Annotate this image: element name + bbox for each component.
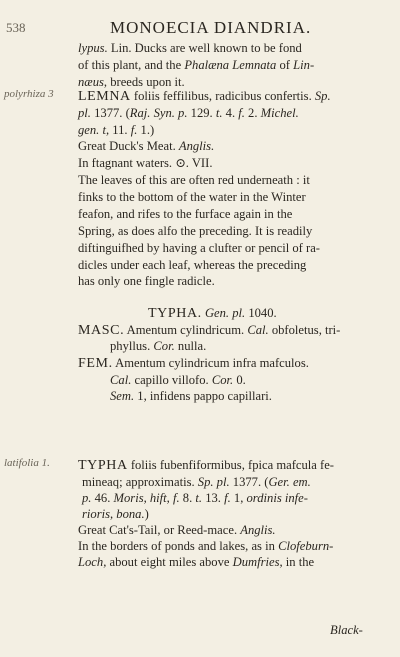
text-run: Amentum cylindricum infra mafculos.: [112, 356, 309, 370]
text-run: t.: [195, 491, 203, 505]
text-line: [78, 273, 215, 290]
text-run: pl.: [78, 106, 91, 120]
text-run: Michel.: [260, 106, 299, 120]
text-run: 4.: [222, 106, 239, 120]
text-line: [78, 155, 212, 172]
text-run: lypus.: [78, 41, 108, 55]
text-run: Great Duck's Meat.: [78, 139, 179, 153]
text-run: of: [276, 58, 294, 72]
text-run: finks to the bottom of the water in the Winter: [78, 190, 306, 204]
text-run: Moris, hift,: [113, 491, 170, 505]
text-line: [82, 490, 308, 507]
text-run: nulla.: [174, 339, 207, 353]
text-run: feafon, and rifes to the furface again in the: [78, 207, 293, 221]
text-run: 13.: [202, 491, 225, 505]
text-line: [148, 305, 277, 322]
text-run: f.: [224, 491, 231, 505]
text-run: Anglis.: [240, 523, 276, 537]
text-run: In ftagnant waters. ⊙. VII.: [78, 156, 213, 170]
text-run: 1,: [230, 491, 247, 505]
text-run: Lin. Ducks are well known to be fond: [107, 41, 302, 55]
text-line: [78, 522, 276, 539]
text-run: MASC.: [78, 323, 125, 338]
text-run: ): [144, 507, 149, 521]
text-run: TYPHA: [78, 458, 128, 473]
text-line: [78, 138, 214, 155]
text-line: [78, 223, 312, 240]
page-number: 538: [6, 20, 26, 35]
text-run: Clofeburn-: [278, 539, 334, 553]
text-run: foliis feffilibus, radicibus confertis.: [130, 89, 315, 103]
text-line: [78, 40, 302, 57]
running-head: MONOECIA DIANDRIA.: [110, 18, 312, 37]
text-run: 1, infidens pappo capillari.: [134, 389, 272, 403]
text-run: FEM.: [78, 356, 113, 371]
text-run: Sem.: [110, 389, 135, 403]
text-run: 1040.: [245, 306, 277, 320]
text-run: Anglis.: [178, 139, 215, 153]
text-run: Loch,: [78, 555, 107, 569]
side-note-polyrhiza: polyrhiza 3: [4, 88, 54, 100]
text-line: [78, 105, 299, 122]
text-run: obfoletus, tri-: [268, 323, 341, 337]
text-run: LEMNA: [78, 89, 131, 104]
text-run: 2.: [244, 106, 261, 120]
text-run: f.: [238, 106, 245, 120]
text-line: [82, 506, 149, 523]
text-run: about eight miles above: [106, 555, 233, 569]
text-line: [110, 372, 246, 389]
text-line: [78, 172, 310, 189]
text-run: 1377. (: [229, 475, 269, 489]
text-run: Phalæna Lemnata: [184, 58, 277, 72]
text-run: rioris, bona.: [82, 507, 145, 521]
text-run: Cal.: [247, 323, 269, 337]
text-run: 1.): [137, 123, 155, 137]
catchword: Black-: [330, 623, 363, 637]
text-line: [78, 240, 320, 257]
text-run: 0.: [233, 373, 246, 387]
text-run: t.: [215, 106, 223, 120]
text-run: 46.: [91, 491, 114, 505]
text-run: Lin-: [293, 58, 315, 72]
text-run: Raj. Syn. p.: [129, 106, 188, 120]
text-run: 129.: [187, 106, 216, 120]
text-run: f.: [172, 491, 180, 505]
text-run: has only one fingle radicle.: [78, 274, 215, 288]
text-run: gen. t,: [78, 123, 110, 137]
text-run: Ger. em.: [268, 475, 311, 489]
text-run: 11.: [109, 123, 131, 137]
text-run: capillo villofo.: [131, 373, 212, 387]
text-run: The leaves of this are often red underneath : it: [78, 173, 310, 187]
text-line: [78, 554, 314, 571]
text-line: [78, 538, 333, 555]
text-run: Cal.: [110, 373, 132, 387]
text-run: Cor.: [211, 373, 234, 387]
text-run: In the borders of ponds and lakes, as in: [78, 539, 279, 553]
text-run: Spring, as does alfo the preceding. It is readily: [78, 224, 313, 238]
text-run: dicles under each leaf, whereas the preceding: [78, 258, 307, 272]
text-run: foliis fubenfiformibus, fpica mafcula fe-: [127, 458, 334, 472]
text-run: p.: [82, 491, 92, 505]
text-run: Dumfries,: [232, 555, 283, 569]
text-line: [78, 189, 306, 206]
text-line: [78, 122, 154, 139]
text-run: Sp. pl.: [197, 475, 230, 489]
text-line: [78, 322, 340, 339]
text-line: [78, 206, 292, 223]
text-run: Cor.: [153, 339, 175, 353]
text-run: 8.: [179, 491, 196, 505]
text-line: [78, 88, 331, 105]
text-run: of this plant, and the: [78, 58, 185, 72]
text-run: diftinguifhed by having a clufter or pencil of ra-: [78, 241, 320, 255]
text-line: [110, 338, 206, 355]
text-run: næus: [78, 75, 104, 89]
text-line: [78, 57, 314, 74]
text-run: TYPHA.: [148, 306, 202, 321]
text-line: [78, 355, 309, 372]
text-run: 1377. (: [90, 106, 130, 120]
text-line: [78, 457, 334, 474]
text-run: f.: [130, 123, 138, 137]
text-run: Amentum cylindricum.: [124, 323, 248, 337]
text-run: , breeds upon it.: [103, 75, 185, 89]
text-run: ordinis infe-: [246, 491, 308, 505]
text-run: Gen. pl.: [204, 306, 246, 320]
text-run: Sp.: [314, 89, 331, 103]
text-run: phyllus.: [110, 339, 154, 353]
side-note-latifolia: latifolia 1.: [4, 457, 50, 469]
text-run: mineaq; approximatis.: [82, 475, 198, 489]
text-line: [110, 388, 272, 405]
text-line: [78, 257, 306, 274]
text-run: in the: [282, 555, 315, 569]
text-run: Great Cat's-Tail, or Reed-mace.: [78, 523, 241, 537]
text-line: [82, 474, 311, 491]
